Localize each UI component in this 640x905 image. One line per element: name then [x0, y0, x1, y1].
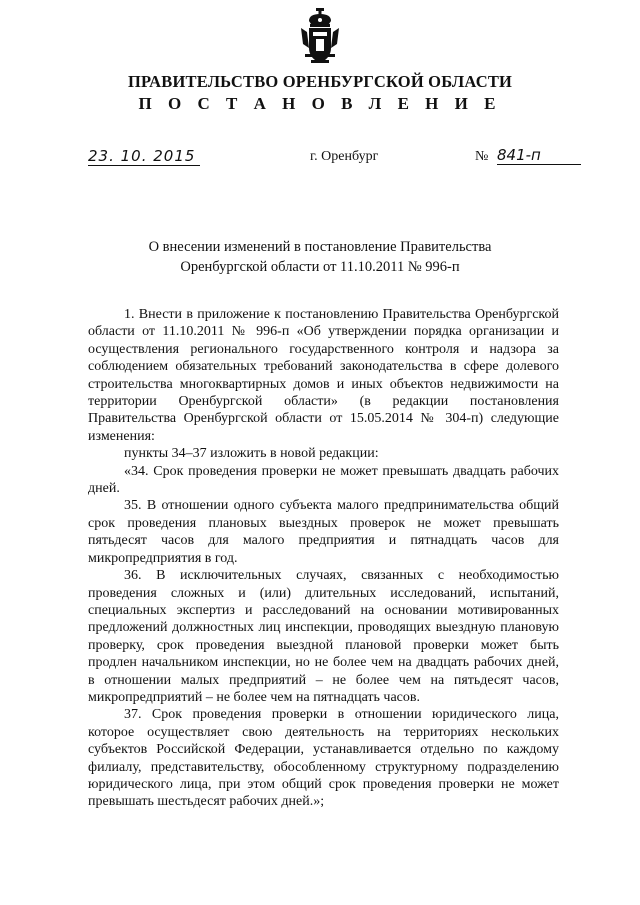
paragraph-37-line: 37. Срок проведения проверки в отношении юридического лица,: [124, 707, 559, 723]
paragraph-37-line: субъектов Российской Федерации, устанавливается отдельно по каждому: [88, 742, 559, 758]
paragraph-1-line: области от 11.10.2011 № 996-п «Об утверждении порядка организации и: [88, 324, 559, 340]
decree-body: [88, 306, 559, 811]
coat-of-arms-icon: [299, 8, 341, 66]
decree-city: г. Оренбург: [310, 149, 379, 164]
paragraph-37-line: превышать шестьдесят рабочих дней.»;: [88, 794, 325, 810]
paragraph-36-line: в отношении малых предприятий – не более чем на пятьдесят часов,: [88, 672, 559, 688]
paragraph-35-line: срок проведения плановых выездных проверок не может превышать: [88, 515, 559, 531]
paragraph-1-line: изменения:: [88, 428, 155, 444]
paragraph-1-line: 1. Внести в приложение к постановлению Правительства Оренбургской: [124, 307, 559, 322]
paragraph-36-line: предложений должностных лиц инспекции, проводящих выездную плановую: [88, 620, 559, 636]
paragraph-34-line: дней.: [88, 481, 120, 497]
paragraph-36-line: микропредприятий – не более чем на пятнадцать часов.: [88, 689, 421, 705]
paragraph-35-line: микропредприятия в год.: [88, 550, 238, 566]
decree-subject: [100, 237, 540, 277]
paragraph-36-line: продлен начальником инспекции, но не более чем на двадцать рабочих дней,: [88, 655, 559, 671]
paragraph-35-line: пятьдесят часов для малого предприятия и пятнадцать часов для: [88, 533, 559, 549]
paragraph-37-line: юридического лица, при этом общий срок проведения проверки не может: [88, 776, 559, 792]
paragraph-36-line: проверку, срок проведения выездной плановой проверки может быть: [88, 637, 559, 653]
decree-number: 841-п: [497, 146, 581, 165]
paragraph-36-line: проведения сложных и (или) длительных исследований, испытаний,: [88, 585, 559, 601]
paragraph-35-line: 35. В отношении одного субъекта малого предпринимательства общий: [124, 498, 559, 514]
paragraph-37-line: филиалу, представительству, обособленному структурному подразделению: [88, 759, 559, 775]
paragraph-37-line: которое осуществляет свою деятельность на территориях нескольких: [88, 724, 559, 740]
subject-line: О внесении изменений в постановление Правительства: [148, 239, 492, 255]
paragraph-1-line: Правительства Оренбургской области от 15.05.2014 № 304-п) следующие: [88, 411, 559, 427]
paragraph-1-line: соблюдением обязательных требований законодательства в сфере долевого: [88, 359, 559, 375]
paragraph-34-line: «34. Срок проведения проверки не может превышать двадцать рабочих: [124, 463, 559, 479]
paragraph-1-line: строительства многоквартирных домов и иных объектов недвижимости на: [88, 376, 559, 392]
document-type-title: П О С Т А Н О В Л Е Н И Е: [138, 94, 502, 113]
paragraph-2: пункты 34–37 изложить в новой редакции:: [124, 446, 379, 462]
paragraph-1-line: осуществления регионального государственного контроля и надзора за: [88, 341, 559, 357]
subject-line: Оренбургской области от 11.10.2011 № 996-п: [180, 259, 460, 275]
government-name: ПРАВИТЕЛЬСТВО ОРЕНБУРГСКОЙ ОБЛАСТИ: [127, 72, 513, 91]
paragraph-36-line: специальных экспертиз и расследований на основании мотивированных: [88, 602, 559, 618]
decree-date: 23. 10. 2015: [88, 147, 200, 166]
decree-number-label: №: [475, 149, 489, 164]
paragraph-1-line: территории Оренбургской области» (в редакции постановления: [88, 394, 559, 410]
paragraph-36-line: 36. В исключительных случаях, связанных с необходимостью: [124, 568, 559, 584]
